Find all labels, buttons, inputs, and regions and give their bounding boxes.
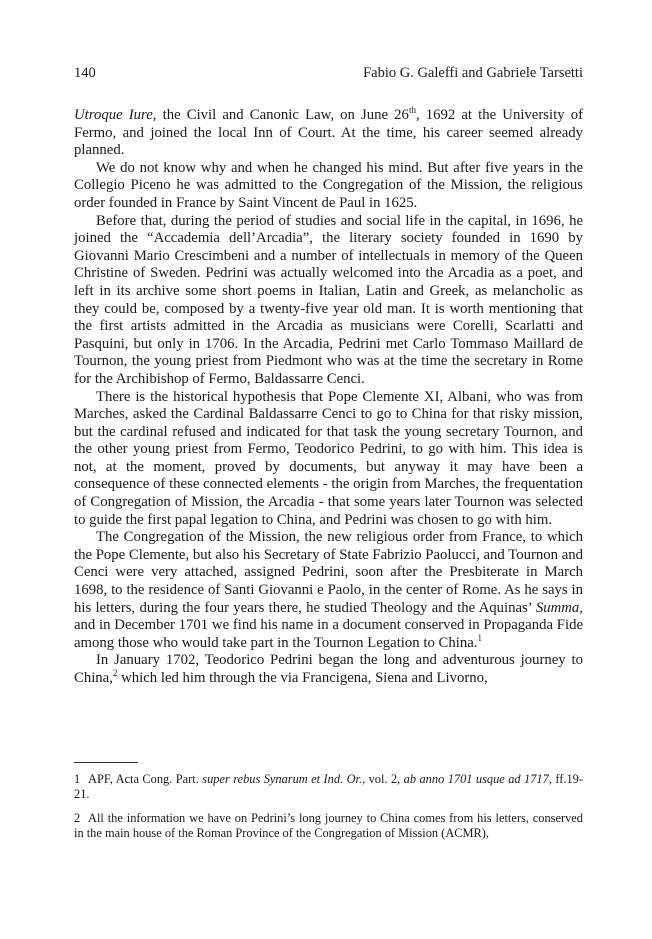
text-run: Before that, during the period of studies and social life in the capital, in 1696, he joined the “Accademia dell’Arcadia”, the literary society founded in 1690 by Giovanni Mario Crescimbeni and a number of intellectuals in memory of the Queen Christine of Sweden. Pedrini was actually welcomed into the Arcadia as a poet, and left in its archive some short poems in Italian, Latin and Greek, as melancholic as they could be, composed by a twenty-five year old man. It is worth mentioning that the first artists admitted in the Arcadia as musicians were Corelli, Scarlatti and Pasquini, but only in 1706. In the Arcadia, Pedrini met Carlo Tommaso Maillard de Tournon, the young priest from Piedmont who was at the time the secretary in Rome for the Archibishop of Fermo, Baldassarre Cenci. — [74, 212, 583, 387]
paragraph — [74, 529, 583, 652]
text-run: , the Civil and Canonic Law, on June 26 — [152, 107, 409, 123]
italic-text: super rebus Synarum et Ind. Or. — [202, 772, 363, 786]
paragraph — [74, 389, 583, 530]
footnote — [74, 811, 583, 842]
italic-text: Utroque Iure — [74, 107, 153, 123]
running-head-authors: Fabio G. Galeffi and Gabriele Tarsetti — [363, 65, 583, 81]
page-number: 140 — [74, 65, 96, 81]
footnotes — [74, 772, 583, 850]
superscript: 2 — [112, 668, 118, 679]
text-run: The Congregation of the Mission, the new religious order from France, to which the Pope Clemente, but also his Secretary of State Fabrizio Paolucci, and Tournon and Cenci were very attached, assigned Pedrini, soon after the Presbiterate in March 1698, to the residence of Santi Giovanni e Paolo, in the center of Rome. As he says in his letters, during the four years there, he studied Theology and the Aquinas’ — [74, 529, 583, 616]
text-run: and in December 1701 we find his name in a document conserved in Propaganda Fide among those who would take part in the Tournon Legation to China. — [74, 617, 583, 651]
superscript: 1 — [477, 632, 482, 643]
text-run: All the information we have on Pedrini’s long journey to China comes from his letters, conserved in the main house of the Roman Province of the Congregation of Mission (ACMR), — [74, 810, 583, 841]
text-run: , vol. 2, — [362, 772, 404, 786]
paragraph — [74, 107, 583, 160]
footnote-number: 1 — [74, 772, 81, 786]
text-run: , ff.19-21. — [74, 772, 583, 802]
text-run: There is the historical hypothesis that Pope Clemente XI, Albani, who was from Marches, asked the Cardinal Baldassarre Cenci to go to China for that risky mission, but the cardinal refused and indicated for that task the young secretary Tournon, and the other young priest from Fermo, Teodorico Pedrini, to go with him. This idea is not, at the moment, proved by documents, but anyway it may have been a consequence of these connected elements - the origin from Marches, the frequentation of Congregation of Mission, the Arcadia - that some years later Tournon was selected to guide the first papal legation to China, and Pedrini was chosen to go with him. — [74, 388, 583, 528]
paragraph — [74, 213, 583, 389]
text-run: In January 1702, Teodorico Pedrini began the long and adventurous journey to China, — [74, 652, 583, 686]
superscript: th — [408, 105, 416, 116]
paragraph — [74, 652, 583, 687]
footnote-number: 2 — [74, 810, 81, 825]
footnote — [74, 772, 583, 803]
body-text — [74, 107, 583, 688]
text-run: , 1692 at the University of Fermo, and joined the local Inn of Court. At the time, his career seemed already planned. — [74, 107, 583, 159]
italic-text: ab anno 1701 usque ad 1717 — [403, 772, 549, 786]
text-run: which led him through the via Francigena, Siena and Livorno, — [117, 670, 488, 686]
paragraph — [74, 160, 583, 213]
text-run: APF, Acta Cong. Part. — [88, 772, 203, 786]
italic-text: Summa, — [535, 599, 583, 616]
footnote-rule — [74, 762, 138, 763]
text-run: We do not know why and when he changed his mind. But after five years in the Collegio Piceno he was admitted to the Congregation of the Mission, the religious order founded in France by Saint Vincent de Paul in 1625. — [74, 159, 583, 211]
